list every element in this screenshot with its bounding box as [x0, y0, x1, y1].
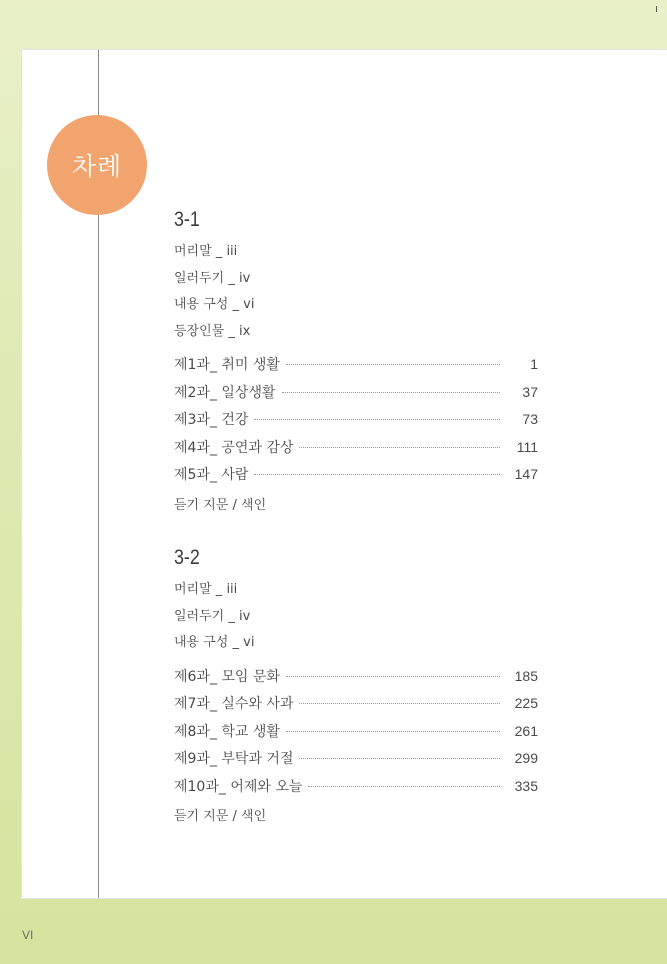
- lesson-title: 제5과_ 사람: [174, 467, 249, 483]
- lesson-page: 335: [514, 777, 538, 794]
- front-matter-item[interactable]: 일러두기 _ iv: [174, 608, 251, 624]
- appendix-entry[interactable]: 듣기 지문 / 색인: [174, 809, 267, 824]
- front-matter-item[interactable]: 내용 구성 _ vi: [174, 297, 255, 312]
- front-matter-item[interactable]: 내용 구성 _ vi: [174, 635, 255, 650]
- front-matter-item[interactable]: 등장인물 _ ix: [174, 323, 251, 339]
- appendix-entry[interactable]: 듣기 지문 / 색인: [174, 497, 267, 513]
- page-number: VI: [22, 928, 34, 942]
- front-matter-item[interactable]: 머리말 _ iii: [174, 244, 238, 259]
- lesson-entry[interactable]: [174, 745, 538, 773]
- lesson-title: 제1과_ 취미 생활: [174, 357, 280, 373]
- lesson-title: 제3과_ 건강: [174, 412, 249, 428]
- dot-leader: [282, 392, 500, 393]
- dot-leader: [308, 786, 500, 787]
- lesson-title: 제4과_ 공연과 감상: [174, 439, 294, 456]
- lesson-page: 73: [522, 411, 538, 427]
- lesson-entry[interactable]: [174, 718, 538, 746]
- dot-leader: [299, 758, 500, 759]
- front-matter-item[interactable]: 일러두기 _ iv: [174, 270, 251, 286]
- lesson-entry[interactable]: [174, 690, 538, 718]
- lesson-page: 37: [522, 383, 538, 400]
- dot-leader: [254, 474, 500, 475]
- lesson-title: 제9과_ 부탁과 거절: [174, 751, 294, 767]
- lesson-page: 299: [514, 750, 538, 766]
- lesson-entry[interactable]: [174, 351, 538, 379]
- lesson-title: 제8과_ 학교 생활: [174, 723, 280, 740]
- lesson-entry[interactable]: [174, 461, 538, 489]
- lesson-entry[interactable]: [174, 773, 538, 801]
- volume-title: 3-1: [174, 208, 200, 231]
- front-matter-item[interactable]: 머리말 _ iii: [174, 582, 238, 597]
- lesson-page: 111: [516, 438, 538, 455]
- front-matter-list: [174, 239, 538, 345]
- lesson-entry[interactable]: [174, 663, 538, 691]
- lesson-entry[interactable]: [174, 379, 538, 407]
- dot-leader: [299, 703, 500, 704]
- lesson-entry[interactable]: [174, 434, 538, 462]
- lesson-page: 225: [514, 695, 538, 711]
- lesson-entry[interactable]: [174, 406, 538, 434]
- lesson-title: 제7과_ 실수와 사과: [174, 696, 294, 712]
- lesson-title: 제2과_ 일상생활: [174, 384, 276, 401]
- dot-leader: [299, 447, 500, 448]
- lesson-title: 제6과_ 모임 문화: [174, 668, 280, 685]
- dot-leader: [254, 419, 500, 420]
- lesson-list: [174, 663, 538, 801]
- corner-mark: [656, 6, 657, 12]
- volume-section-3-1: [174, 207, 538, 519]
- volume-section-3-2: [174, 545, 538, 830]
- lesson-page: 147: [514, 466, 538, 482]
- volume-title: 3-2: [174, 546, 200, 569]
- lesson-page: 185: [514, 667, 538, 684]
- lesson-title: 제10과_ 어제와 오늘: [174, 778, 303, 795]
- toc-badge: [47, 115, 147, 215]
- lesson-list: [174, 351, 538, 489]
- front-matter-list: [174, 577, 538, 657]
- lesson-page: 1: [530, 356, 538, 372]
- toc-title: 차례: [71, 152, 123, 181]
- dot-leader: [286, 731, 500, 732]
- dot-leader: [286, 364, 500, 365]
- dot-leader: [286, 676, 500, 677]
- lesson-page: 261: [514, 722, 538, 739]
